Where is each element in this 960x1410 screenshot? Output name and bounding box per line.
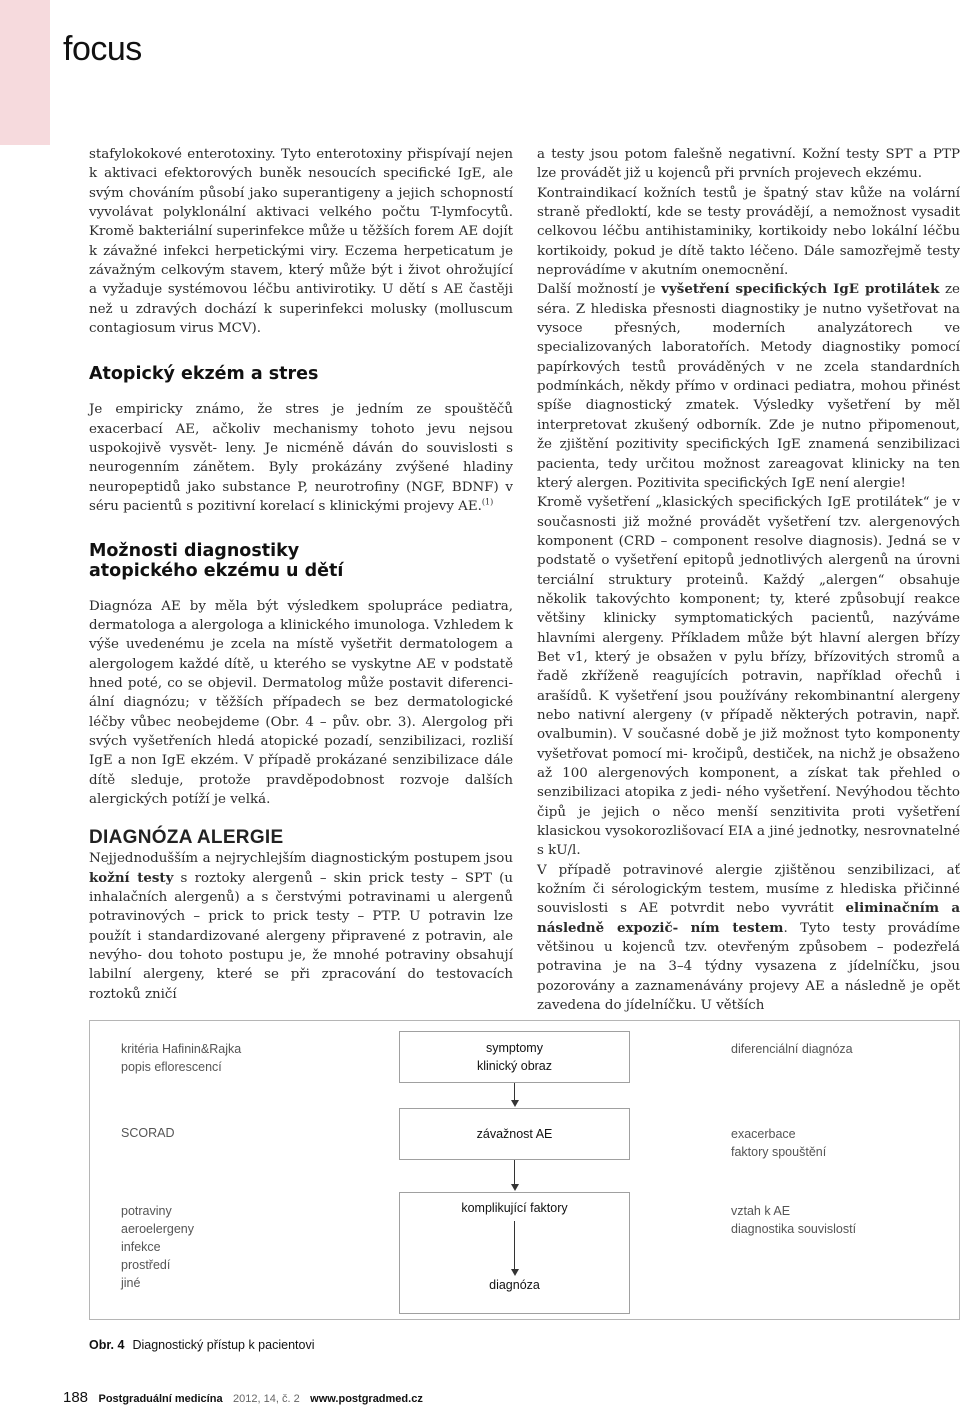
flow-box-symptoms: symptomy klinický obraz (399, 1031, 630, 1083)
header-color-band (0, 0, 50, 145)
flow-box-severity: závažnost AE (399, 1108, 630, 1160)
journal-volume: 2012, 14, č. 2 (233, 1393, 300, 1405)
paragraph-complications: stafylokokové enterotoxiny. Tyto enterotoxiny přispívají nejen k aktivaci efektorových buněk nesoucích specifické IgE, ale svým chováním působí jako superantigeny a jejich schopností vyvolávat polyklonální aktivaci velkého počtu T-lymfocytů. Kromě bakteriální superinfekce může u těžších forem AE dojít k závažné infekci herpetickými viry. Eczema herpeticatum je závažným celkovým stavem, který může být i život ohrožující a vyžaduje systémovou léčbu antivirotiky. U dětí s AE častěji než u zdravých dochází k superinfekci molusky (molluscum contagiosum virus MCV). (89, 147, 513, 337)
paragraph-specific-ige: Další možností je vyšetření specifických IgE protilátek ze séra. Z hlediska přesnosti diagnostiky je nutno vyšetřovat na vysoce přesných, moderních analyzátorech ve specializovaných laboratořích. Metody diagnostiky pomocí papírkových testů prováděných v ne zcela standardních podmínkách, někdy přímo v ordinaci pediatra, mohou přinést spíše diagnostický zmatek. Výsledky vyšetření by měl interpretovat zkušený odborník. Zde je nutno připomenout, že zjištění pozitivity specifických IgE znamená senzibilizaci pacienta, tedy určitou možnost zareagovat klinicky na ten který alergen. Pozitivita specifických IgE není alergie! (537, 281, 960, 491)
heading-allergy-diagnosis: DIAGNÓZA ALERGIE (89, 827, 284, 849)
flow-arrow-2-head (511, 1184, 519, 1191)
heading-diagnostics: Možnosti diagnostiky atopického ekzému u dětí (89, 540, 344, 581)
left-label-scorad: SCORAD (121, 1126, 175, 1140)
right-label-differential: diferenciální diagnóza (731, 1042, 853, 1056)
paragraph-diagnostics: Diagnóza AE by měla být výsledkem spolupráce pediatra, dermatologa a alergologa a klinického imunologa. Vzhledem k výše uvedenému je zcela na místě vyšetřit dermatologem a alergologem každé dítě, u kterého se vyskytne AE v podstatě hned poté, co se objevil. Dermatolog může postavit diferenci- ální diagnózu; v těžších případech se bez dermatologické léčby vůbec neobejdeme (Obr. 4 – pův. obr. 3). Alergolog při svých vyšetřeních hledá atopické pozadí, senzibilizaci, rozliší IgE a non IgE ekzém. V případě prokázané senzibilizace dále dítě sleduje, protože pravděpodobnost rozvoje dalších alergických potíží je velká. (89, 598, 513, 807)
paragraph-food-allergy: V případě potravinové alergie zjištěnou senzibilizaci, ať kožním či sérologickým testem, musíme z hlediska přičinné souvislosti s AE potvrdit nebo vyvrátit eliminačním a následně expozič- ním testem. Tyto testy provádíme většinou u kojenců tzv. otevřeným způsobem – podezřelá potravina je na 3–4 týdny vysazena z jídelníčku, jsou pozorovány a zaznamenávány projevy AE a následně je opět zavedena do jídelníčku. U větších (537, 862, 960, 1014)
diagnostic-flowchart (89, 1020, 960, 1320)
flow-arrow-1-head (511, 1100, 519, 1107)
journal-website[interactable]: www.postgradmed.cz (310, 1393, 423, 1405)
left-label-factors: potraviny aeroelergeny infekce prostředí jiné (121, 1204, 194, 1290)
flow-arrow-3 (514, 1221, 515, 1270)
reference-marker: (1) (481, 497, 494, 507)
flow-arrow-3-head (511, 1269, 519, 1276)
paragraph-contraindications-cont: Kontraindikací kožních testů je špatný stav kůže na volární straně předloktí, kde se testy provádějí, a nemožnost vysadit celkovou léčbu antihistaminiky, kortikoidy nebo lokální léčbu kortikoidy, pokud je dítě takto léčeno. Dále samozřejmě testy neprovádíme v akutním onemocnění. (537, 185, 960, 279)
right-label-relation: vztah k AE diagnostika souvislostí (731, 1204, 857, 1236)
heading-stress: Atopický ekzém a stres (89, 364, 319, 385)
flow-arrow-1 (514, 1083, 515, 1101)
page-footer (63, 1389, 423, 1407)
left-column (89, 145, 513, 1004)
flow-arrow-2 (514, 1160, 515, 1185)
paragraph-contraindications: a testy jsou potom falešně negativní. Kožní testy SPT a PTP lze provádět již u kojenců při prvních projevech ekzému. (537, 147, 960, 182)
right-label-exacerbation: exacerbace faktory spouštění (731, 1127, 827, 1159)
right-column (537, 145, 960, 1015)
paragraph-skin-tests: Nejjednodušším a nejrychlejším diagnostickým postupem jsou kožní testy s roztoky alergenů – skin prick testy – SPT (u inhalačních alergenů) a s čerstvými potravinami u alergenů potravinových – prick to prick testy – PTP. U potravin lze použít i standardizované alergeny připravené z potravin, ale nevýho- dou tohoto postupu je, že mnohé potraviny obsahují labilní alergeny, které se při zpracování do testovacích roztoků zničí (89, 851, 514, 1002)
journal-name: Postgraduální medicína (98, 1393, 223, 1405)
left-label-criteria: kritéria Hafinin&Rajka popis eflorescencí (121, 1042, 242, 1074)
flow-box-complicating-factors: komplikující faktory (399, 1192, 630, 1314)
paragraph-stress: Je empiricky známo, že stres je jedním ze spouštěčů exacerbací AE, ačkoliv mechanismy tohoto jevu nejsou uspokojivě vysvět- leny. Je nicméně dáván do souvislosti s neurogenním zánětem. Byly prokázány zvýšené hladiny neuropeptidů jako substance P, neurotrofiny (NGF, BDNF) v séru pacientů s pozitivní korelací s klinickými projevy AE.$^{(1)}$ (89, 402, 514, 515)
section-label: focus (63, 30, 142, 68)
paragraph-components: Kromě vyšetření „klasických specifických IgE protilátek“ je v současnosti již možné provádět vyšetření tzv. alergenových komponent (CRD – component resolve diagnosis). Jedná se v podstatě o vyšetření epitopů jednotlivých alergenů na úrovni terciální struktury proteinů. Každý „alergen“ obsahuje několik takovýchto komponent; ty, které způsobují reakce většiny klinicky symptomatických pacientů, nazýváme hlavními alergeny. Příkladem může být hlavní alergen břízy Bet v1, který je obsažen v pylu břízy, břízovitých stromů a řadě zkříženě reagujících potravin, například ořechů i arašídů. K vyšetření jsou používány rekombinantní alergeny nebo nativní alergeny (v případě některých potravin, např. ovalbumin). V současné době je již možnost tyto komponenty vyšetřovat pomocí mi- kročipů, destiček, na nichž je obsaženo až 100 alergenových komponent, a získat tak přehled o senzibilizaci atopika z jedi- ného vyšetření. Nevýhodou těchto čipů je jejich o něco menší senzitivita proti vyšetření klasickou vysokorozlišovací EIA a jiné jednotky, nesrovnatelné s kU/l. (537, 495, 960, 859)
flow-label-diagnosis: diagnóza (489, 1278, 540, 1292)
page-number: 188 (63, 1389, 89, 1406)
figure-caption: Obr. 4 Diagnostický přístup k pacientovi (89, 1338, 315, 1352)
